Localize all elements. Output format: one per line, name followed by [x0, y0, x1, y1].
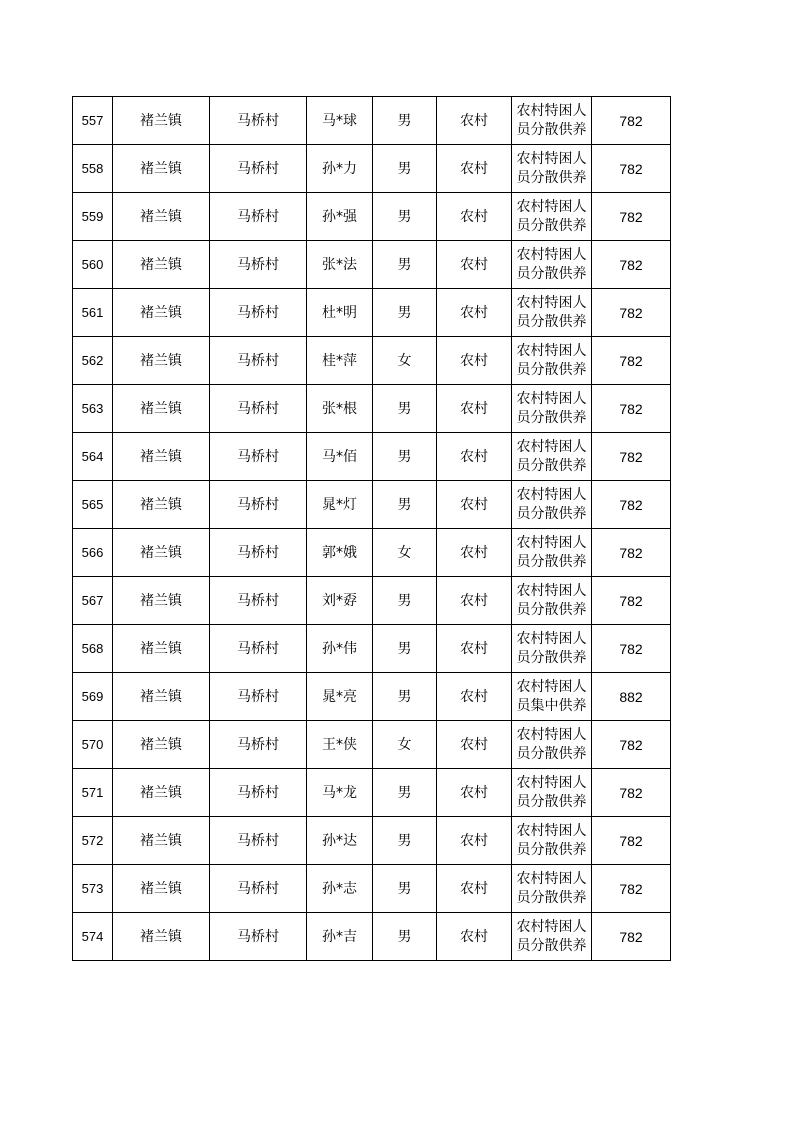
residence-type-cell: 农村 [437, 481, 512, 529]
residence-type-cell: 农村 [437, 721, 512, 769]
row-number-cell: 566 [73, 529, 113, 577]
village-cell: 马桥村 [210, 385, 307, 433]
row-number-cell: 562 [73, 337, 113, 385]
support-category-cell: 农村特困人员分散供养 [512, 721, 592, 769]
gender-cell: 男 [373, 673, 437, 721]
person-name-cell: 郭*娥 [307, 529, 373, 577]
table-row [73, 673, 671, 721]
residence-type-cell: 农村 [437, 241, 512, 289]
village-cell: 马桥村 [210, 721, 307, 769]
table-row [73, 865, 671, 913]
gender-cell: 女 [373, 337, 437, 385]
gender-cell: 男 [373, 865, 437, 913]
village-cell: 马桥村 [210, 193, 307, 241]
amount-cell: 782 [592, 433, 671, 481]
table-row [73, 913, 671, 961]
village-cell: 马桥村 [210, 97, 307, 145]
town-cell: 褚兰镇 [113, 673, 210, 721]
table-row [73, 817, 671, 865]
residence-type-cell: 农村 [437, 433, 512, 481]
records-table-body [73, 97, 671, 961]
village-cell: 马桥村 [210, 769, 307, 817]
table-row [73, 577, 671, 625]
row-number-cell: 561 [73, 289, 113, 337]
person-name-cell: 马*佰 [307, 433, 373, 481]
residence-type-cell: 农村 [437, 529, 512, 577]
support-category-cell: 农村特困人员分散供养 [512, 913, 592, 961]
person-name-cell: 孙*伟 [307, 625, 373, 673]
records-table [72, 96, 671, 961]
village-cell: 马桥村 [210, 817, 307, 865]
residence-type-cell: 农村 [437, 625, 512, 673]
amount-cell: 782 [592, 289, 671, 337]
person-name-cell: 马*球 [307, 97, 373, 145]
residence-type-cell: 农村 [437, 385, 512, 433]
amount-cell: 782 [592, 721, 671, 769]
person-name-cell: 马*龙 [307, 769, 373, 817]
village-cell: 马桥村 [210, 529, 307, 577]
support-category-cell: 农村特困人员分散供养 [512, 577, 592, 625]
town-cell: 褚兰镇 [113, 769, 210, 817]
village-cell: 马桥村 [210, 337, 307, 385]
support-category-cell: 农村特困人员分散供养 [512, 817, 592, 865]
support-category-cell: 农村特困人员分散供养 [512, 433, 592, 481]
table-row [73, 721, 671, 769]
village-cell: 马桥村 [210, 673, 307, 721]
support-category-cell: 农村特困人员分散供养 [512, 769, 592, 817]
person-name-cell: 刘*孬 [307, 577, 373, 625]
support-category-cell: 农村特困人员集中供养 [512, 673, 592, 721]
village-cell: 马桥村 [210, 145, 307, 193]
person-name-cell: 孙*达 [307, 817, 373, 865]
gender-cell: 男 [373, 769, 437, 817]
table-row [73, 289, 671, 337]
support-category-cell: 农村特困人员分散供养 [512, 145, 592, 193]
residence-type-cell: 农村 [437, 193, 512, 241]
residence-type-cell: 农村 [437, 913, 512, 961]
gender-cell: 男 [373, 913, 437, 961]
town-cell: 褚兰镇 [113, 529, 210, 577]
gender-cell: 女 [373, 721, 437, 769]
person-name-cell: 张*法 [307, 241, 373, 289]
row-number-cell: 564 [73, 433, 113, 481]
row-number-cell: 558 [73, 145, 113, 193]
village-cell: 马桥村 [210, 433, 307, 481]
amount-cell: 782 [592, 625, 671, 673]
town-cell: 褚兰镇 [113, 481, 210, 529]
row-number-cell: 569 [73, 673, 113, 721]
table-row [73, 97, 671, 145]
residence-type-cell: 农村 [437, 865, 512, 913]
amount-cell: 782 [592, 913, 671, 961]
village-cell: 马桥村 [210, 913, 307, 961]
row-number-cell: 571 [73, 769, 113, 817]
row-number-cell: 567 [73, 577, 113, 625]
gender-cell: 男 [373, 193, 437, 241]
row-number-cell: 559 [73, 193, 113, 241]
gender-cell: 男 [373, 433, 437, 481]
table-row [73, 625, 671, 673]
gender-cell: 男 [373, 241, 437, 289]
town-cell: 褚兰镇 [113, 289, 210, 337]
town-cell: 褚兰镇 [113, 385, 210, 433]
table-row [73, 481, 671, 529]
town-cell: 褚兰镇 [113, 913, 210, 961]
village-cell: 马桥村 [210, 289, 307, 337]
support-category-cell: 农村特困人员分散供养 [512, 193, 592, 241]
residence-type-cell: 农村 [437, 673, 512, 721]
amount-cell: 782 [592, 529, 671, 577]
gender-cell: 男 [373, 97, 437, 145]
person-name-cell: 桂*萍 [307, 337, 373, 385]
support-category-cell: 农村特困人员分散供养 [512, 97, 592, 145]
gender-cell: 男 [373, 625, 437, 673]
gender-cell: 男 [373, 145, 437, 193]
amount-cell: 782 [592, 769, 671, 817]
town-cell: 褚兰镇 [113, 577, 210, 625]
town-cell: 褚兰镇 [113, 337, 210, 385]
amount-cell: 782 [592, 97, 671, 145]
row-number-cell: 572 [73, 817, 113, 865]
row-number-cell: 563 [73, 385, 113, 433]
person-name-cell: 孙*吉 [307, 913, 373, 961]
village-cell: 马桥村 [210, 865, 307, 913]
residence-type-cell: 农村 [437, 145, 512, 193]
town-cell: 褚兰镇 [113, 433, 210, 481]
residence-type-cell: 农村 [437, 817, 512, 865]
person-name-cell: 张*根 [307, 385, 373, 433]
town-cell: 褚兰镇 [113, 865, 210, 913]
village-cell: 马桥村 [210, 481, 307, 529]
table-row [73, 337, 671, 385]
table-row [73, 385, 671, 433]
gender-cell: 男 [373, 385, 437, 433]
residence-type-cell: 农村 [437, 337, 512, 385]
row-number-cell: 568 [73, 625, 113, 673]
table-row [73, 145, 671, 193]
row-number-cell: 565 [73, 481, 113, 529]
table-row [73, 529, 671, 577]
table-row [73, 433, 671, 481]
amount-cell: 782 [592, 481, 671, 529]
town-cell: 褚兰镇 [113, 241, 210, 289]
support-category-cell: 农村特困人员分散供养 [512, 385, 592, 433]
gender-cell: 男 [373, 817, 437, 865]
amount-cell: 782 [592, 817, 671, 865]
person-name-cell: 晁*亮 [307, 673, 373, 721]
person-name-cell: 晁*灯 [307, 481, 373, 529]
support-category-cell: 农村特困人员分散供养 [512, 865, 592, 913]
person-name-cell: 孙*志 [307, 865, 373, 913]
village-cell: 马桥村 [210, 577, 307, 625]
town-cell: 褚兰镇 [113, 97, 210, 145]
amount-cell: 782 [592, 145, 671, 193]
residence-type-cell: 农村 [437, 577, 512, 625]
row-number-cell: 560 [73, 241, 113, 289]
support-category-cell: 农村特困人员分散供养 [512, 337, 592, 385]
row-number-cell: 574 [73, 913, 113, 961]
person-name-cell: 杜*明 [307, 289, 373, 337]
amount-cell: 782 [592, 337, 671, 385]
town-cell: 褚兰镇 [113, 145, 210, 193]
row-number-cell: 557 [73, 97, 113, 145]
residence-type-cell: 农村 [437, 97, 512, 145]
row-number-cell: 570 [73, 721, 113, 769]
village-cell: 马桥村 [210, 625, 307, 673]
table-row [73, 241, 671, 289]
row-number-cell: 573 [73, 865, 113, 913]
support-category-cell: 农村特困人员分散供养 [512, 625, 592, 673]
gender-cell: 男 [373, 481, 437, 529]
table-row [73, 193, 671, 241]
person-name-cell: 孙*强 [307, 193, 373, 241]
support-category-cell: 农村特困人员分散供养 [512, 529, 592, 577]
amount-cell: 782 [592, 577, 671, 625]
person-name-cell: 王*侠 [307, 721, 373, 769]
amount-cell: 782 [592, 241, 671, 289]
town-cell: 褚兰镇 [113, 721, 210, 769]
residence-type-cell: 农村 [437, 289, 512, 337]
support-category-cell: 农村特困人员分散供养 [512, 241, 592, 289]
town-cell: 褚兰镇 [113, 625, 210, 673]
town-cell: 褚兰镇 [113, 193, 210, 241]
table-row [73, 769, 671, 817]
gender-cell: 女 [373, 529, 437, 577]
support-category-cell: 农村特困人员分散供养 [512, 481, 592, 529]
person-name-cell: 孙*力 [307, 145, 373, 193]
residence-type-cell: 农村 [437, 769, 512, 817]
amount-cell: 782 [592, 193, 671, 241]
amount-cell: 882 [592, 673, 671, 721]
village-cell: 马桥村 [210, 241, 307, 289]
amount-cell: 782 [592, 385, 671, 433]
gender-cell: 男 [373, 577, 437, 625]
amount-cell: 782 [592, 865, 671, 913]
gender-cell: 男 [373, 289, 437, 337]
town-cell: 褚兰镇 [113, 817, 210, 865]
support-category-cell: 农村特困人员分散供养 [512, 289, 592, 337]
